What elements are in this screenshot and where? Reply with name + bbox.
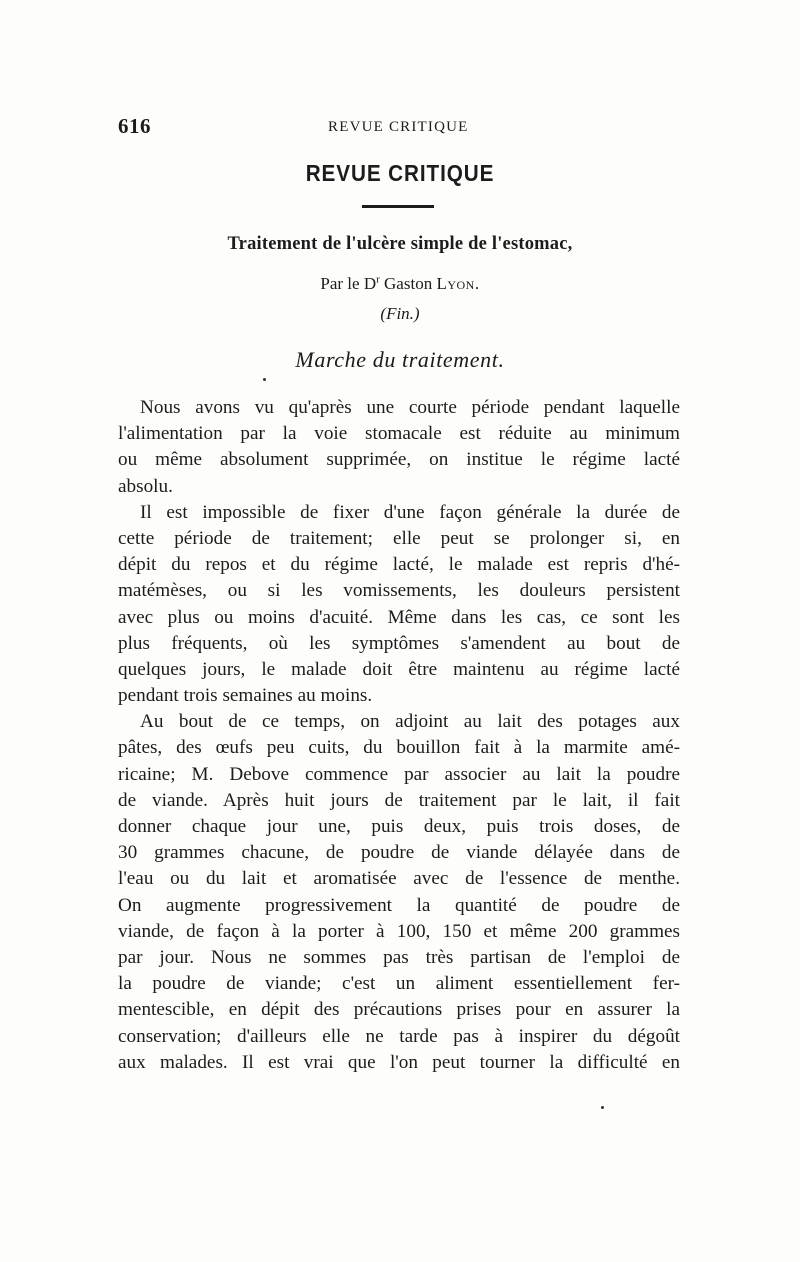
byline-sup: r xyxy=(376,273,380,286)
text-line: avec plus ou moins d'acuité. Même dans les cas, ce sont les xyxy=(118,606,680,628)
section-title: REVUE CRITIQUE xyxy=(305,160,495,186)
text-line: l'alimentation par la voie stomacale est réduite au minimum xyxy=(118,423,680,445)
text-line: 30 grammes chacune, de poudre de viande délayée dans de xyxy=(118,842,680,864)
paragraph xyxy=(118,395,680,500)
text-line: pendant trois semaines au moins. xyxy=(118,685,373,707)
print-speck xyxy=(601,1106,604,1109)
text-line: mentescible, en dépit des précautions prises pour en assurer la xyxy=(118,999,680,1021)
text-line: par jour. Nous ne sommes pas très partisan de l'emploi de xyxy=(118,946,680,968)
text-line: donner chaque jour une, puis deux, puis trois doses, de xyxy=(118,816,680,837)
text-line: de viande. Après huit jours de traitement par le lait, il fait xyxy=(118,789,680,811)
body-text xyxy=(118,395,680,1076)
text-line: dépit du repos et du régime lacté, le malade est repris d'hé- xyxy=(118,554,680,576)
text-line: absolu. xyxy=(118,475,173,497)
text-line: ou même absolument supprimée, on institue le régime lacté xyxy=(118,449,680,471)
text-line: matémèses, ou si les vomissements, les douleurs persistent xyxy=(118,580,680,602)
title-rule xyxy=(362,205,434,208)
text-line: quelques jours, le malade doit être maintenu au régime lacté xyxy=(118,658,680,680)
article-title: Traitement de l'ulcère simple de l'estomac, xyxy=(227,234,573,254)
running-title: REVUE CRITIQUE xyxy=(328,119,469,135)
text-line: On augmente progressivement la quantité de poudre de xyxy=(118,894,680,916)
byline-prefix: Par le D xyxy=(320,274,377,293)
paragraph xyxy=(118,709,680,1076)
text-line: Nous avons vu qu'après une courte période pendant laquelle xyxy=(140,397,680,418)
running-head xyxy=(118,114,680,142)
text-line: Il est impossible de fixer d'une façon générale la durée de xyxy=(140,501,680,523)
print-speck xyxy=(263,378,266,381)
text-line: plus fréquents, où les symptômes s'amendent au bout de xyxy=(118,632,680,654)
fin-marker: (Fin.) xyxy=(380,304,420,323)
text-line: cette période de traitement; elle peut se prolonger si, en xyxy=(118,527,680,549)
byline-last-name: Lyon. xyxy=(436,274,480,293)
text-line: l'eau ou du lait et aromatisée avec de l'essence de menthe. xyxy=(118,868,680,890)
text-line: ricaine; M. Debove commence par associer au lait la poudre xyxy=(118,763,680,785)
text-line: la poudre de viande; c'est un aliment essentiellement fer- xyxy=(118,973,680,995)
text-line: viande, de façon à la porter à 100, 150 et même 200 grammes xyxy=(118,920,680,942)
text-line: conservation; d'ailleurs elle ne tarde pas à inspirer du dégoût xyxy=(118,1025,680,1047)
paragraph xyxy=(118,500,680,710)
byline-first-name: Gaston xyxy=(384,274,433,293)
text-line: Au bout de ce temps, on adjoint au lait des potages aux xyxy=(140,711,680,733)
text-line: pâtes, des œufs peu cuits, du bouillon fait à la marmite amé- xyxy=(118,737,680,759)
byline xyxy=(0,274,800,294)
page-number: 616 xyxy=(118,114,151,138)
text-line: aux malades. Il est vrai que l'on peut tourner la difficulté en xyxy=(118,1051,680,1073)
subheading: Marche du traitement. xyxy=(295,347,505,372)
